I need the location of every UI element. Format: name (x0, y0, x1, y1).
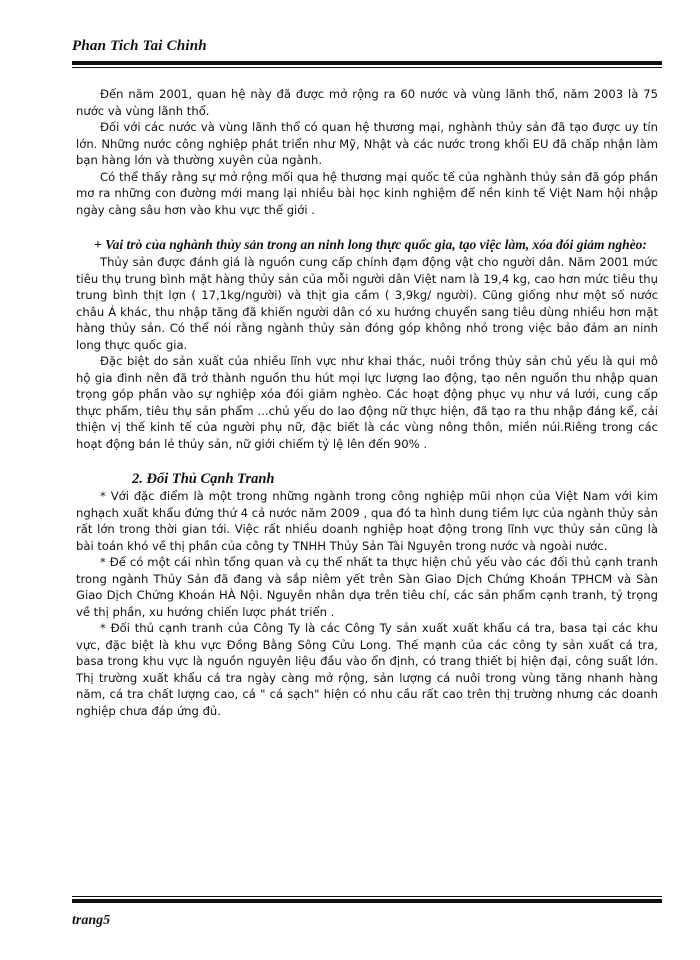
paragraph: * Để có một cái nhìn tổng quan và cụ thể nhất ta thực hiện chủ yếu vào các đối thủ cạnh tranh trong ngành Thủy Sản đã đang và sắp niêm yết trên Sàn Giao Dịch Chứng Khoán TPHCM và Sàn Giao Dịch Chứng Khoán HÀ Nội. Nguyên nhân dựa trên tiêu chí, các sản phẩm cạnh tranh, tỷ trọng về thị phần, xu hướng chiến lược phát triển . (76, 555, 658, 619)
page-footer (72, 896, 662, 929)
header-title: Phan Tich Tai Chinh (72, 38, 207, 54)
subheading: + Vai trò của nghành thủy sản trong an ninh long thực quốc gia, tạo việc làm, xóa đói giảm nghèo: (94, 237, 647, 252)
paragraph: Đối với các nước và vùng lãnh thổ có quan hệ thương mại, nghành thủy sản đã tạo được uy tín lớn. Những nước công nghiệp phát triển như Mỹ, Nhật và các nước trong khối EU đã chấp nhận làm bạn hàng lớn và thường xuyên của ngành. (76, 120, 658, 167)
paragraph: Thủy sản được đánh giá là nguồn cung cấp chính đạm động vật cho người dân. Năm 2001 mức tiêu thụ trung bình mặt hàng thủy sản của mỗi người dân Việt nam là 19,4 kg, cao hơn mức tiêu thụ trung bình thịt lợn ( 17,1kg/người) và thịt gia cầm ( 3,9kg/ người). Cũng giống như một số nước châu Á khác, thu nhập tăng đã khiến người dân có xu hướng chuyển sang tiêu dùng nhiều hơn mặt hàng thủy sản. Có thể nói rằng ngành thủy sản đóng góp không nhỏ trong việc bảo đảm an ninh long thực quốc gia. (76, 255, 658, 352)
section-heading: 2. Đối Thủ Cạnh Tranh (132, 471, 275, 487)
document-body (76, 86, 658, 719)
paragraph: Đặc biệt do sản xuất của nhiều lĩnh vực như khai thác, nuôi trồng thủy sản chủ yếu là qui mô hộ gia đình nên đã trở thành nguồn thu hút mọi lực lượng lao động, tạo nên nguồn thu nhập quan trọng góp phần vào sự nghiệp xóa đói giảm nghèo. Các hoạt động phục vụ như vá lưới, cung cấp thực phẩm, tiêu thụ sản phẩm ...chủ yếu do lao động nữ thực hiện, đã tạo ra thu nhập đáng kể, cải thiện vị thế kinh tế của người phụ nữ, đặc biết là các vùng nông thôn, miền núi.Riêng trong các hoạt động bán lẻ thủy sản, nữ giới chiếm tỷ lệ lên đến 90% . (76, 354, 658, 451)
footer-rule-thick (72, 899, 662, 903)
header-rule-thick (72, 61, 662, 65)
paragraph: Có thể thấy rằng sự mở rộng mối qua hệ thương mại quốc tế của nghành thủy sản đã góp phần mơ ra những con đường mới mang lại nhiều bài học kinh nghiệm để nền kinh tế Việt Nam hội nhập ngày càng sâu hơn vào khu vực thế giới . (76, 169, 658, 217)
page-header (72, 38, 662, 68)
paragraph: * Đối thủ cạnh tranh của Công Ty là các Công Ty sản xuất xuất khẩu cá tra, basa tại các khu vực, đặc biệt là khu vực Đồng Bằng Sông Cửu Long. Thế mạnh của các công ty sản xuất cá tra, basa trong khu vực là nguồn nguyên liệu đầu vào ổn định, có trang thiết bị hiện đại, công suất lớn. Thị trường xuất khẩu cá tra ngày càng mở rộng, sản lượng cá nuôi trong vùng tăng nhanh hàng năm, cá tra chất lượng cao, cá " cá sạch" hiện có nhu cầu rất cao trên thị trường nhưng các doanh nghiệp chưa đáp ứng đủ. (76, 621, 658, 718)
paragraph: * Với đặc điểm là một trong những ngành trong công nghiệp mũi nhọn của Việt Nam với kim nghạch xuất khẩu đứng thứ 4 cả nước năm 2009 , qua đó ta hình dung tiềm lực của ngành thủy sản rất lớn trong thời gian tới. Việc rất nhiều doanh nghiệp hoạt động trong lĩnh vực thủy sản cũng là bài toán khó về thị phần của công ty TNHH Thủy Sản Tài Nguyên trong nước và ngoài nước. (76, 489, 658, 553)
footer-rule-thin (72, 896, 662, 897)
paragraph: Đến năm 2001, quan hệ này đã được mở rộng ra 60 nước và vùng lãnh thổ, năm 2003 là 75 nước và vùng lãnh thổ. (76, 87, 658, 118)
header-rule-thin (72, 67, 662, 68)
page-number: trang5 (72, 913, 111, 928)
